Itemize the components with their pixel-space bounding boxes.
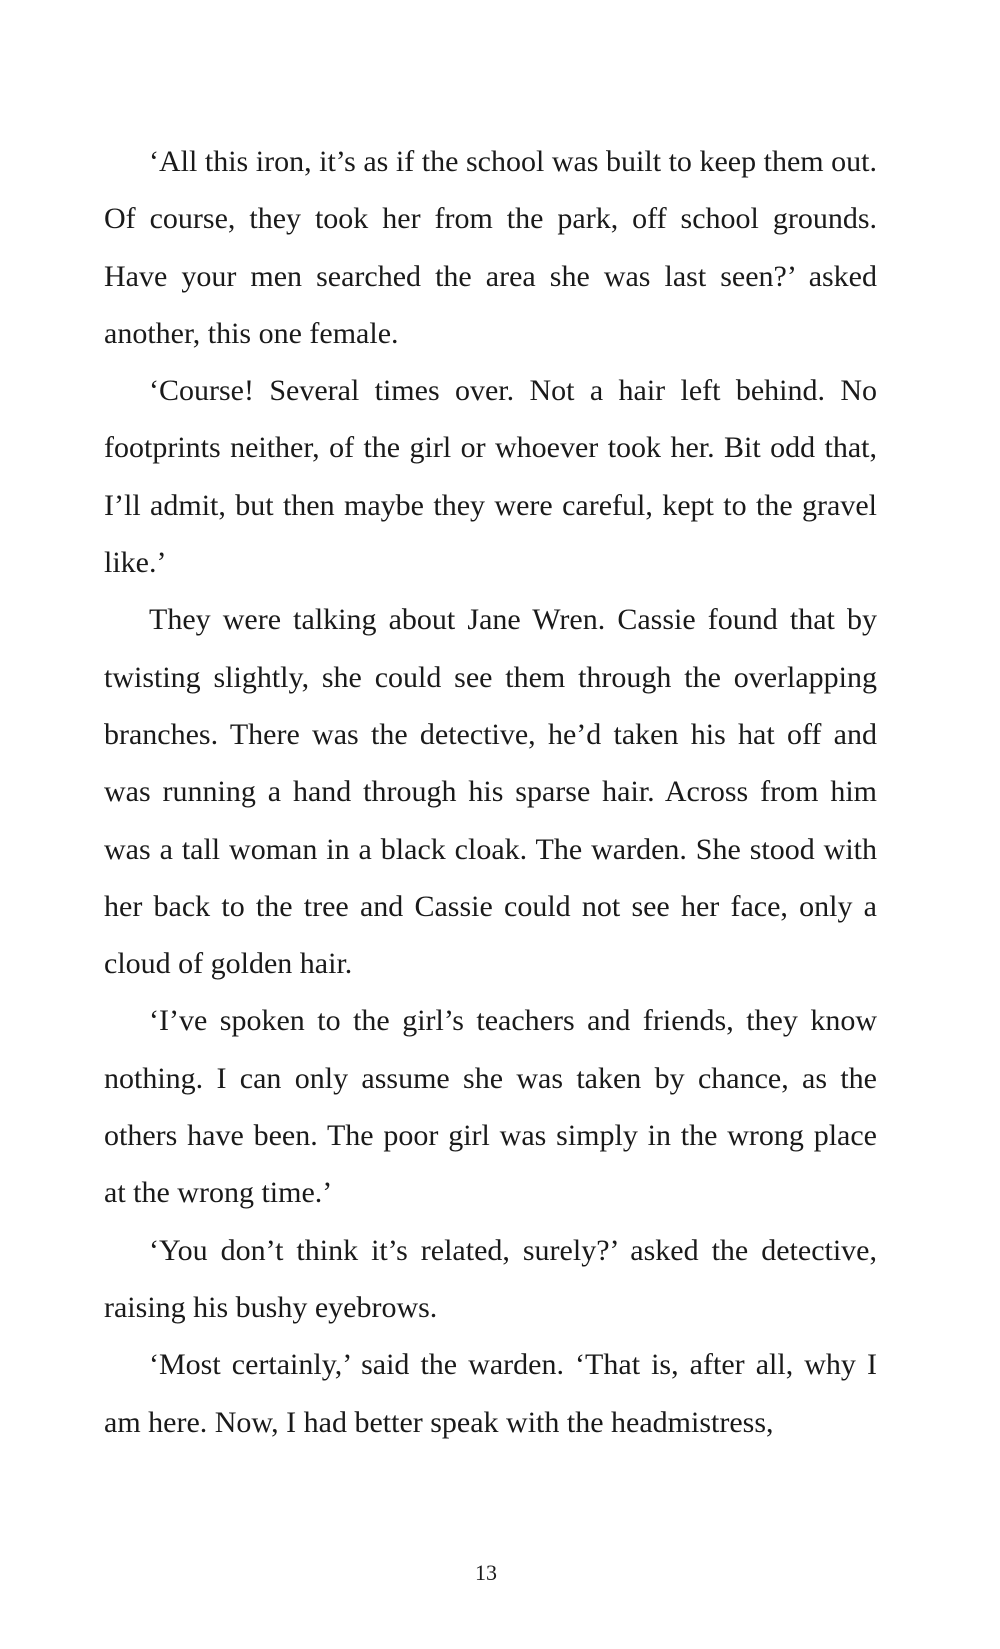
paragraph: They were talking about Jane Wren. Cassie found that by twisting slightly, she could see them through the overlapping branches. There was the detective, he’d taken his hat off and was running a hand through his sparse hair. Across from him was a tall woman in a black cloak. The warden. She stood with her back to the tree and Cassie could not see her face, only a cloud of golden hair. bbox=[104, 603, 877, 981]
paragraph: ‘All this iron, it’s as if the school was built to keep them out. Of course, they took her from the park, off school grounds. Have your men searched the area she was last seen?’ asked another, this one female. bbox=[104, 145, 877, 350]
paragraph: ‘You don’t think it’s related, surely?’ asked the detective, raising his bushy eyebrows. bbox=[104, 1233, 877, 1324]
paragraph: ‘I’ve spoken to the girl’s teachers and friends, they know nothing. I can only assume she was taken by chance, as the others have been. The poor girl was simply in the wrong place at the wrong time.’ bbox=[104, 1004, 877, 1210]
paragraph: ‘Course! Several times over. Not a hair left behind. No footprints neither, of the girl or whoever took her. Bit odd that, I’ll admit, but then maybe they were careful, kept to the gravel like.’ bbox=[104, 374, 877, 580]
body-text bbox=[104, 133, 877, 1451]
page-number: 13 bbox=[475, 1560, 497, 1585]
paragraph: ‘Most certainly,’ said the warden. ‘That is, after all, why I am here. Now, I had better speak with the headmistress, bbox=[104, 1348, 877, 1439]
